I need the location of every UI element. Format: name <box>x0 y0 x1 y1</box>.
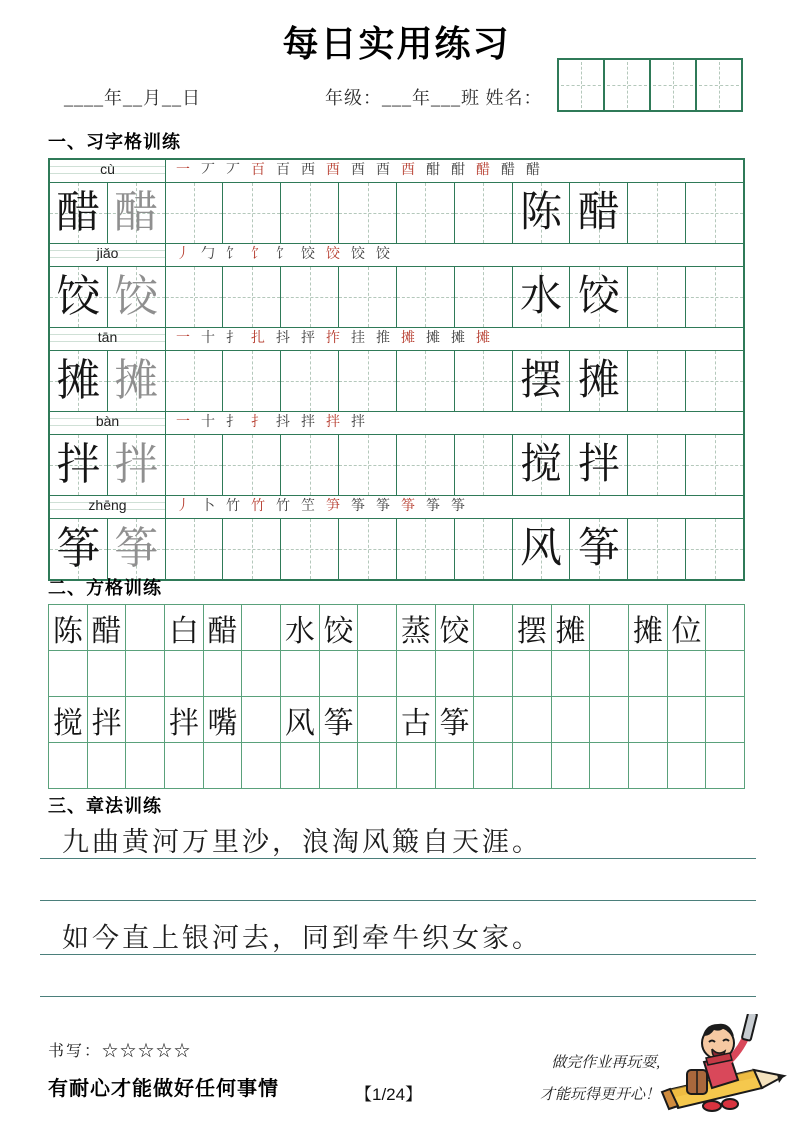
practice-cell <box>339 351 397 411</box>
square-cell <box>358 697 397 743</box>
practice-character: 摆 <box>520 358 563 404</box>
square-cell <box>88 743 127 789</box>
practice-character: 陈 <box>520 190 563 236</box>
stroke-order-step: 酣 <box>451 163 465 178</box>
mascot-boy-riding-pencil-icon <box>660 1014 790 1120</box>
practice-cell <box>570 183 628 243</box>
stroke-order-step: 百 <box>251 163 265 178</box>
square-cell <box>706 697 745 743</box>
name-writing-grid <box>557 58 743 112</box>
practice-cell <box>513 435 571 495</box>
section-3-title: 三、章法训练 <box>48 796 162 816</box>
pinyin-box <box>50 328 166 350</box>
practice-cell <box>686 519 743 579</box>
stroke-order-step: 筝 <box>376 499 390 514</box>
practice-cell <box>166 519 224 579</box>
stroke-order-step: 筝 <box>451 499 465 514</box>
sentence-rule-line <box>40 858 756 859</box>
pinyin-box <box>50 244 166 266</box>
pinyin-box <box>50 412 166 434</box>
stroke-order-step: 饺 <box>376 247 390 262</box>
stroke-order-strip <box>166 328 743 350</box>
square-cell <box>513 651 552 697</box>
section-2-title: 二、方格训练 <box>48 578 162 598</box>
practice-cell <box>108 519 166 579</box>
practice-row <box>50 327 743 411</box>
stroke-order-step: 拃 <box>326 331 340 346</box>
practice-character: 饺 <box>56 272 101 321</box>
practice-cell <box>223 519 281 579</box>
stroke-order-step: 抖 <box>276 415 290 430</box>
square-cell: 筝 <box>436 697 475 743</box>
square-cell <box>706 651 745 697</box>
stroke-order-step: 十 <box>201 331 215 346</box>
square-cell <box>397 651 436 697</box>
practice-cell <box>223 267 281 327</box>
square-cell <box>204 743 243 789</box>
stroke-order-step: 竹 <box>276 499 290 514</box>
square-cell: 水 <box>281 605 320 651</box>
practice-cell <box>223 351 281 411</box>
practice-cell <box>166 267 224 327</box>
practice-cell <box>513 267 571 327</box>
square-cell <box>126 605 165 651</box>
practice-cell <box>455 267 513 327</box>
practice-cell <box>397 183 455 243</box>
square-cell <box>397 743 436 789</box>
square-cell: 饺 <box>436 605 475 651</box>
sentence-rule-line <box>40 954 756 955</box>
pinyin-label: jiǎo <box>96 245 119 261</box>
practice-cell <box>628 267 686 327</box>
practice-cell <box>570 519 628 579</box>
square-cell: 摆 <box>513 605 552 651</box>
stroke-order-step: 拌 <box>326 415 340 430</box>
stroke-order-step: 摊 <box>476 331 490 346</box>
square-cell: 拌 <box>88 697 127 743</box>
practice-cell <box>570 435 628 495</box>
practice-cell <box>339 267 397 327</box>
square-cell <box>706 605 745 651</box>
stroke-order-step: 勹 <box>201 247 215 262</box>
square-cell <box>320 651 359 697</box>
square-cell <box>629 743 668 789</box>
pinyin-stroke-strip <box>50 327 743 351</box>
practice-cell <box>281 267 339 327</box>
square-cell <box>320 743 359 789</box>
stroke-order-step: 笁 <box>301 499 315 514</box>
practice-character: 饺 <box>114 272 159 321</box>
practice-cell <box>166 183 224 243</box>
practice-character: 筝 <box>577 526 620 572</box>
practice-cell <box>513 351 571 411</box>
square-cell: 白 <box>165 605 204 651</box>
square-cell <box>590 605 629 651</box>
square-cell <box>474 697 513 743</box>
practice-character: 筝 <box>56 524 101 573</box>
pinyin-box <box>50 160 166 182</box>
stroke-order-step: 醋 <box>476 163 490 178</box>
pinyin-label: tān <box>97 329 118 345</box>
practice-cell <box>281 519 339 579</box>
square-cell: 嘴 <box>204 697 243 743</box>
stroke-order-step: 丿 <box>176 499 190 514</box>
square-cell: 拌 <box>165 697 204 743</box>
square-cell <box>126 697 165 743</box>
section-1-title: 一、习字格训练 <box>48 132 181 152</box>
practice-cell-row <box>50 267 743 327</box>
square-cell <box>49 651 88 697</box>
stroke-order-step: 饣 <box>251 247 265 262</box>
practice-cell <box>455 183 513 243</box>
square-cell: 风 <box>281 697 320 743</box>
practice-cell <box>686 435 743 495</box>
square-cell <box>126 743 165 789</box>
writing-rating <box>48 1038 192 1061</box>
stroke-order-step: 拌 <box>301 415 315 430</box>
square-cell <box>474 605 513 651</box>
stroke-order-step: 扌 <box>226 415 240 430</box>
name-grid-cell <box>651 60 697 110</box>
composition-sentence: 九曲黄河万里沙，浪淘风簸自天涯。 <box>62 827 542 857</box>
stroke-order-step: 一 <box>176 163 190 178</box>
stroke-order-step: 丆 <box>226 163 240 178</box>
practice-cell <box>223 435 281 495</box>
square-cell <box>706 743 745 789</box>
pinyin-label: cù <box>100 161 115 177</box>
practice-cell <box>397 435 455 495</box>
practice-cell <box>281 435 339 495</box>
practice-cell <box>513 183 571 243</box>
practice-character: 摊 <box>56 356 101 405</box>
square-cell <box>358 651 397 697</box>
square-cell <box>474 651 513 697</box>
stroke-order-step: 百 <box>276 163 290 178</box>
page-title: 每日实用练习 <box>282 23 511 64</box>
practice-cell-row <box>50 351 743 411</box>
square-cell: 醋 <box>204 605 243 651</box>
practice-cell <box>339 183 397 243</box>
practice-cell-row <box>50 183 743 243</box>
square-cell <box>668 651 707 697</box>
square-cell <box>629 697 668 743</box>
stroke-order-step: 卜 <box>201 499 215 514</box>
square-cell: 搅 <box>49 697 88 743</box>
square-cell <box>126 651 165 697</box>
stroke-order-step: 推 <box>376 331 390 346</box>
square-cell: 摊 <box>552 605 591 651</box>
stroke-order-step: 抨 <box>301 331 315 346</box>
rating-label: 书写： <box>48 1043 103 1060</box>
practice-cell-row <box>50 519 743 579</box>
practice-character: 风 <box>520 526 563 572</box>
stroke-order-step: 挂 <box>351 331 365 346</box>
stroke-order-step: 筝 <box>426 499 440 514</box>
practice-character: 拌 <box>114 440 159 489</box>
practice-cell <box>397 351 455 411</box>
square-cell <box>552 697 591 743</box>
practice-cell <box>108 267 166 327</box>
practice-character: 醋 <box>114 188 159 237</box>
stroke-order-strip <box>166 496 743 518</box>
square-cell <box>513 697 552 743</box>
stroke-order-step: 抖 <box>276 331 290 346</box>
practice-cell <box>570 267 628 327</box>
practice-cell <box>628 519 686 579</box>
square-cell <box>668 743 707 789</box>
pinyin-stroke-strip <box>50 243 743 267</box>
stroke-order-step: 醋 <box>526 163 540 178</box>
stroke-order-step: 饣 <box>276 247 290 262</box>
stroke-order-step: 丿 <box>176 247 190 262</box>
practice-cell <box>166 435 224 495</box>
stroke-order-step: 拌 <box>351 415 365 430</box>
stroke-order-step: 摊 <box>426 331 440 346</box>
practice-character: 拌 <box>577 442 620 488</box>
practice-cell <box>50 435 108 495</box>
practice-character: 拌 <box>56 440 101 489</box>
practice-cell <box>455 519 513 579</box>
character-practice-grid <box>48 158 745 581</box>
square-cell <box>358 605 397 651</box>
practice-cell <box>397 267 455 327</box>
square-cell <box>436 743 475 789</box>
practice-cell <box>50 351 108 411</box>
square-cell <box>552 651 591 697</box>
practice-cell <box>108 183 166 243</box>
practice-cell <box>339 519 397 579</box>
practice-character: 搅 <box>520 442 563 488</box>
pinyin-label: zhēng <box>88 497 127 513</box>
stroke-order-step: 酉 <box>326 163 340 178</box>
class-name-line: 年级：___年___班 姓名： <box>325 88 543 108</box>
name-grid-cell <box>697 60 741 110</box>
stroke-order-step: 酉 <box>376 163 390 178</box>
stroke-order-step: 扌 <box>226 331 240 346</box>
stroke-order-step: 扎 <box>251 331 265 346</box>
square-cell: 饺 <box>320 605 359 651</box>
square-cell <box>281 743 320 789</box>
square-cell: 陈 <box>49 605 88 651</box>
practice-cell <box>397 519 455 579</box>
name-grid-cell <box>559 60 605 110</box>
stroke-order-step: 摊 <box>401 331 415 346</box>
page-number: 【1/24】 <box>355 1085 423 1104</box>
practice-row <box>50 411 743 495</box>
square-cell <box>242 743 281 789</box>
practice-cell <box>223 183 281 243</box>
practice-character: 摊 <box>114 356 159 405</box>
stroke-order-step: 摊 <box>451 331 465 346</box>
composition-sentence: 如今直上银河去，同到牵牛织女家。 <box>62 923 542 953</box>
stroke-order-step: 饺 <box>326 247 340 262</box>
stroke-order-step: 扌 <box>251 415 265 430</box>
practice-cell <box>166 351 224 411</box>
encouragement-line-1: 做完作业再玩耍, <box>551 1055 660 1071</box>
square-cell <box>552 743 591 789</box>
stroke-order-step: 酉 <box>401 163 415 178</box>
practice-cell <box>455 435 513 495</box>
stroke-order-step: 笋 <box>326 499 340 514</box>
stroke-order-step: 竹 <box>251 499 265 514</box>
practice-row <box>50 495 743 579</box>
encouragement-line-2: 才能玩得更开心！ <box>539 1086 660 1103</box>
square-cell: 蒸 <box>397 605 436 651</box>
square-cell <box>436 651 475 697</box>
stroke-order-step: 酣 <box>426 163 440 178</box>
practice-character: 摊 <box>577 358 620 404</box>
pinyin-stroke-strip <box>50 495 743 519</box>
square-cell <box>49 743 88 789</box>
stroke-order-step: 十 <box>201 415 215 430</box>
square-cell <box>242 651 281 697</box>
pinyin-label: bàn <box>95 413 120 429</box>
practice-cell <box>628 183 686 243</box>
stroke-order-step: 饺 <box>351 247 365 262</box>
practice-cell <box>628 435 686 495</box>
practice-cell <box>628 351 686 411</box>
square-cell <box>242 697 281 743</box>
square-cell <box>358 743 397 789</box>
square-cell <box>165 743 204 789</box>
square-cell <box>590 743 629 789</box>
stroke-order-step: 一 <box>176 415 190 430</box>
practice-cell <box>686 183 743 243</box>
square-cell: 位 <box>668 605 707 651</box>
square-cell: 摊 <box>629 605 668 651</box>
practice-character: 水 <box>520 274 563 320</box>
square-cell <box>474 743 513 789</box>
practice-cell <box>108 435 166 495</box>
square-cell <box>242 605 281 651</box>
practice-character: 醋 <box>56 188 101 237</box>
square-cell <box>590 651 629 697</box>
stroke-order-step: 丆 <box>201 163 215 178</box>
stroke-order-step: 筝 <box>351 499 365 514</box>
square-cell <box>281 651 320 697</box>
square-cell: 醋 <box>88 605 127 651</box>
footer-encouragement <box>500 1048 660 1111</box>
stroke-order-step: 筝 <box>401 499 415 514</box>
square-practice-grid <box>48 604 745 789</box>
stroke-order-step: 竹 <box>226 499 240 514</box>
practice-cell-row <box>50 435 743 495</box>
practice-cell <box>281 351 339 411</box>
practice-cell <box>513 519 571 579</box>
practice-cell <box>570 351 628 411</box>
practice-row <box>50 243 743 327</box>
practice-cell <box>108 351 166 411</box>
stroke-order-step: 酉 <box>351 163 365 178</box>
name-grid-cell <box>605 60 651 110</box>
practice-cell <box>455 351 513 411</box>
square-cell: 筝 <box>320 697 359 743</box>
practice-character: 饺 <box>577 274 620 320</box>
date-line: ____年__月__日 <box>64 88 201 108</box>
practice-cell <box>50 519 108 579</box>
square-cell <box>590 697 629 743</box>
square-cell: 古 <box>397 697 436 743</box>
practice-cell <box>339 435 397 495</box>
footer-motto: 有耐心才能做好任何事情 <box>48 1078 279 1100</box>
practice-character: 筝 <box>114 524 159 573</box>
stroke-order-step: 醋 <box>501 163 515 178</box>
rating-stars-icon: ☆☆☆☆☆ <box>102 1043 193 1060</box>
practice-cell <box>686 267 743 327</box>
pinyin-box <box>50 496 166 518</box>
square-cell <box>668 697 707 743</box>
square-cell <box>629 651 668 697</box>
blank-rule-line <box>40 996 756 997</box>
pinyin-stroke-strip <box>50 160 743 183</box>
practice-cell <box>50 183 108 243</box>
stroke-order-step: 西 <box>301 163 315 178</box>
square-cell <box>88 651 127 697</box>
practice-cell <box>50 267 108 327</box>
stroke-order-strip <box>166 244 743 266</box>
square-cell <box>165 651 204 697</box>
square-cell <box>513 743 552 789</box>
stroke-order-step: 饺 <box>301 247 315 262</box>
square-cell <box>204 651 243 697</box>
stroke-order-strip <box>166 412 743 434</box>
stroke-order-step: 饣 <box>226 247 240 262</box>
stroke-order-step: 一 <box>176 331 190 346</box>
blank-rule-line <box>40 900 756 901</box>
practice-row <box>50 160 743 243</box>
pinyin-stroke-strip <box>50 411 743 435</box>
practice-character: 醋 <box>577 190 620 236</box>
practice-cell <box>686 351 743 411</box>
stroke-order-strip <box>166 160 743 182</box>
practice-cell <box>281 183 339 243</box>
